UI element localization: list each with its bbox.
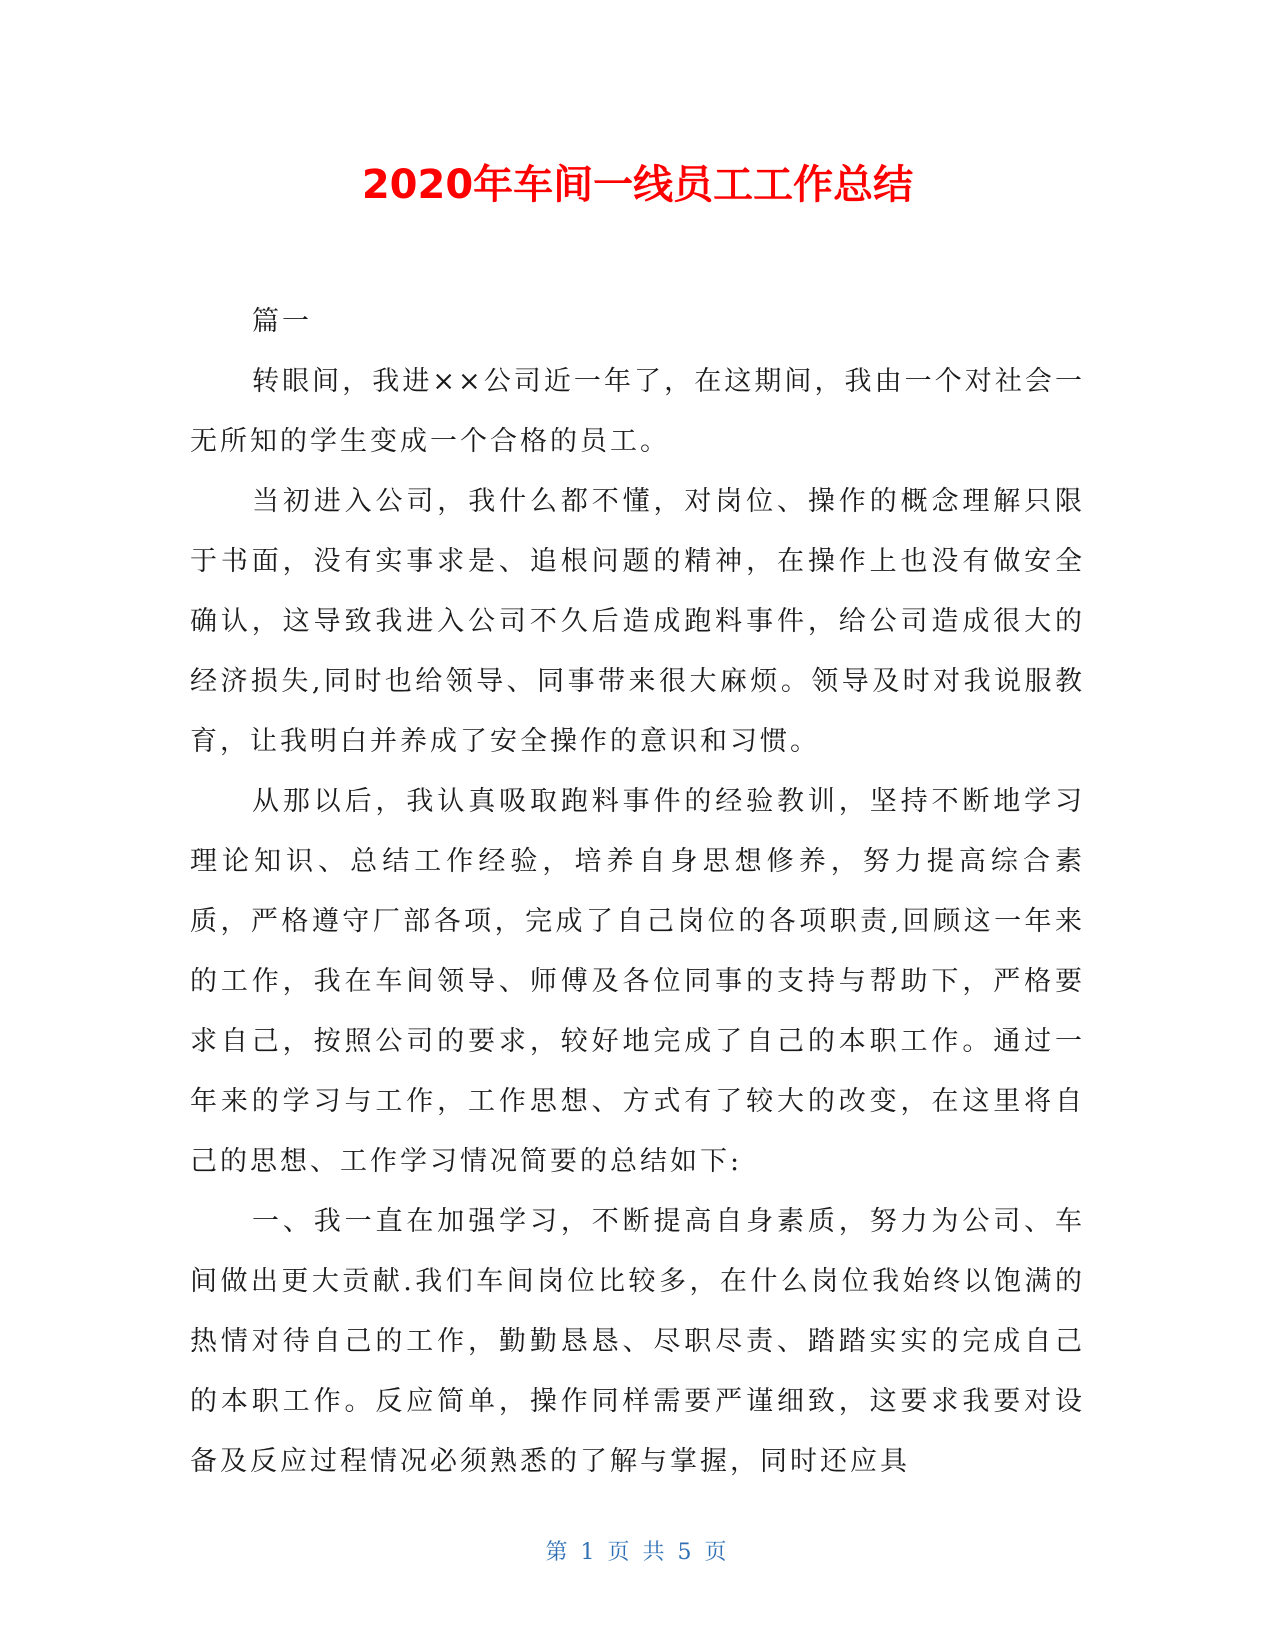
paragraph: 从那以后，我认真吸取跑料事件的经验教训，坚持不断地学习理论知识、总结工作经验，培养自身思想修养，努力提高综合素质，严格遵守厂部各项，完成了自己岗位的各项职责,回顾这一年来的工作，我在车间领导、师傅及各位同事的支持与帮助下，严格要求自己，按照公司的要求，较好地完成了自己的本职工作。通过一年来的学习与工作，工作思想、方式有了较大的改变，在这里将自己的思想、工作学习情况简要的总结如下: [190, 786, 1085, 1177]
paragraph: 一、我一直在加强学习，不断提高自身素质，努力为公司、车间做出更大贡献.我们车间岗位比较多，在什么岗位我始终以饱满的热情对待自己的工作，勤勤恳恳、尽职尽责、踏踏实实的完成自己的本职工作。反应简单，操作同样需要严谨细致，这要求我要对设备及反应过程情况必须熟悉的了解与掌握，同时还应具 [190, 1206, 1085, 1477]
document-title: 2020年车间一线员工工作总结 [361, 162, 914, 208]
paragraph: 当初进入公司，我什么都不懂，对岗位、操作的概念理解只限于书面，没有实事求是、追根问题的精神，在操作上也没有做安全确认，这导致我进入公司不久后造成跑料事件，给公司造成很大的经济损失,同时也给领导、同事带来很大麻烦。领导及时对我说服教育，让我明白并养成了安全操作的意识和习惯。 [190, 486, 1085, 757]
paragraph-section-heading: 篇一 [252, 306, 312, 337]
document-body [190, 292, 1085, 1492]
paragraph: 转眼间，我进××公司近一年了，在这期间，我由一个对社会一无所知的学生变成一个合格的员工。 [190, 366, 1085, 457]
page-number-footer: 第 1 页 共 5 页 [545, 1540, 730, 1565]
